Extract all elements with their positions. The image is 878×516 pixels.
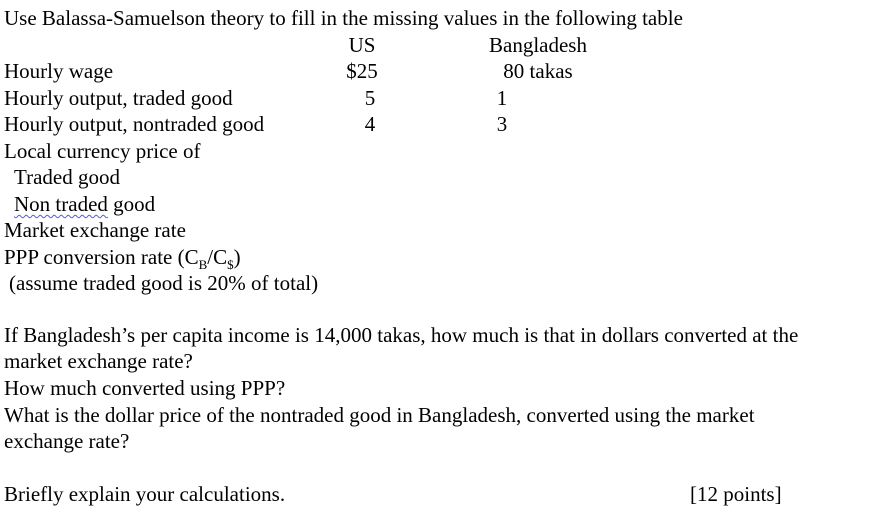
cell-bangladesh: 3 — [496, 112, 508, 136]
problem-intro: Use Balassa-Samuelson theory to fill in the missing values in the following table — [4, 6, 683, 30]
ppp-label-mid: /C — [207, 245, 228, 269]
cell-us: 4 — [364, 112, 376, 136]
row-label: Traded good — [14, 165, 120, 189]
ppp-label-post: ) — [233, 245, 241, 269]
row-note: (assume traded good is 20% of total) — [9, 271, 319, 295]
points-label: [12 points] — [690, 482, 782, 506]
row-label: Local currency price of — [4, 139, 201, 163]
row-label: Market exchange rate — [4, 218, 186, 242]
subscript-b: B — [198, 257, 208, 273]
row-label: Hourly output, traded good — [4, 86, 233, 110]
subscript-dollar: $ — [227, 257, 234, 273]
cell-bangladesh: 1 — [496, 86, 508, 110]
question-1-line-2: market exchange rate? — [4, 349, 193, 373]
cell-bangladesh: 80 takas — [503, 59, 573, 83]
question-3-line-1: What is the dollar price of the nontraded good in Bangladesh, converted using the market — [4, 403, 755, 427]
cell-us: 5 — [364, 86, 376, 110]
row-label: Hourly output, nontraded good — [4, 112, 265, 136]
question-1-line-1: If Bangladesh’s per capita income is 14,000 takas, how much is that in dollars converted at the — [4, 323, 799, 347]
instruction-text: Briefly explain your calculations. — [4, 482, 286, 506]
question-3-line-2: exchange rate? — [4, 429, 130, 453]
cell-us: $25 — [346, 59, 378, 83]
column-header-us: US — [348, 33, 376, 57]
row-label-suffix: good — [107, 192, 156, 216]
question-2: How much converted using PPP? — [4, 376, 286, 400]
spellcheck-flagged-text: Non traded — [14, 192, 108, 216]
column-header-bangladesh: Bangladesh — [489, 33, 587, 57]
row-label — [4, 244, 241, 273]
row-label: Hourly wage — [4, 59, 114, 83]
ppp-label-pre: PPP conversion rate (C — [4, 245, 199, 269]
row-label — [14, 191, 155, 217]
